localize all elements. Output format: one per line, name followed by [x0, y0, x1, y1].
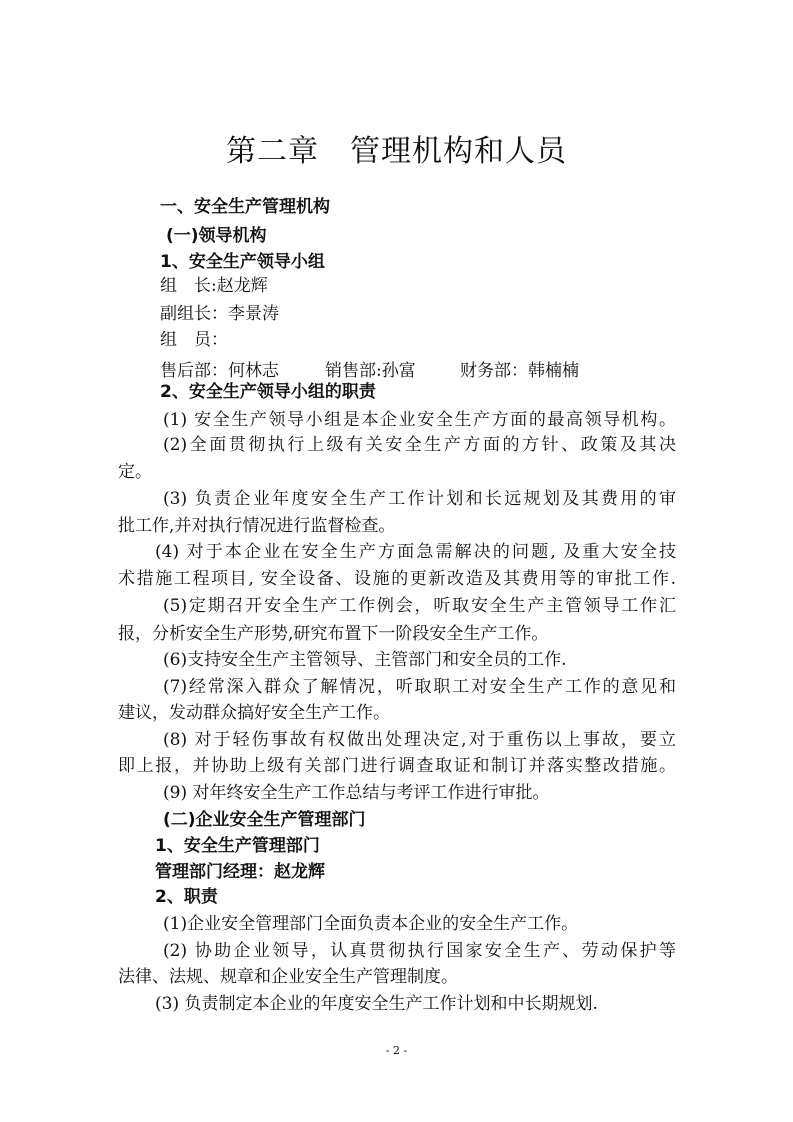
leader-line: 组 长:赵龙辉	[160, 276, 268, 296]
duty-line: (4) 对于本企业在安全生产方面急需解决的问题, 及重大安全技	[155, 542, 676, 562]
section2-heading: (二)企业安全生产管理部门	[163, 810, 366, 830]
duty-line: 即上报，并协助上级有关部门进行调查取证和制订并落实整改措施。	[118, 756, 676, 776]
duty-line: 批工作,并对执行情况进行监督检查。	[118, 516, 396, 536]
duty-line: (5)定期召开安全生产工作例会，听取安全生产主管领导工作汇	[163, 596, 676, 616]
page-number: - 2 -	[385, 1044, 408, 1057]
duty-line: (1) 安全生产领导小组是本企业安全生产方面的最高领导机构。	[163, 410, 676, 430]
dept-heading: 1、安全生产管理部门	[155, 836, 320, 856]
duty-line: 报，分析安全生产形势,研究布置下一阶段安全生产工作。	[118, 624, 549, 644]
duty2-line: (1)企业安全管理部门全面负责本企业的安全生产工作。	[163, 914, 579, 934]
member-item: 销售部:孙富	[325, 361, 416, 381]
member-item: 财务部：韩楠楠	[460, 361, 579, 381]
duties2-heading: 2、职责	[155, 887, 218, 907]
subsection-heading: (一)领导机构	[166, 226, 267, 246]
member-item: 售后部：何林志	[160, 361, 279, 381]
duty2-line: (2) 协助企业领导，认真贯彻执行国家安全生产、劳动保护等	[163, 941, 676, 961]
duty-line: (2)全面贯彻执行上级有关安全生产方面的方针、政策及其决	[163, 435, 676, 455]
duty-line: (9) 对年终安全生产工作总结与考评工作进行审批。	[163, 783, 550, 803]
group-heading: 1、安全生产领导小组	[160, 252, 325, 272]
duty-line: (8) 对于轻伤事故有权做出处理决定,对于重伤以上事故，要立	[163, 730, 676, 750]
manager-line: 管理部门经理：赵龙辉	[155, 862, 325, 882]
duty-line: 术措施工程项目, 安全设备、设施的更新改造及其费用等的审批工作.	[118, 569, 676, 589]
duty-line: 定。	[118, 462, 152, 482]
section-heading: 一、安全生产管理机构	[160, 197, 330, 217]
duties-heading: 2、安全生产领导小组的职责	[160, 382, 376, 402]
duty-line: (7)经常深入群众了解情况，听取职工对安全生产工作的意见和	[163, 677, 676, 697]
duty2-line: (3) 负责制定本企业的年度安全生产工作计划和中长期规划.	[155, 994, 598, 1014]
members-label: 组 员：	[160, 330, 228, 350]
duty-line: 建议，发动群众搞好安全生产工作。	[118, 703, 390, 723]
deputy-line: 副组长：李景涛	[160, 304, 279, 324]
chapter-title: 第二章 管理机构和人员	[226, 134, 567, 169]
duty-line: (6)支持安全生产主管领导、主管部门和安全员的工作.	[163, 650, 567, 670]
duty-line: (3) 负责企业年度安全生产工作计划和长远规划及其费用的审	[163, 489, 676, 509]
duty2-line: 法律、法规、规章和企业安全生产管理制度。	[118, 967, 458, 987]
